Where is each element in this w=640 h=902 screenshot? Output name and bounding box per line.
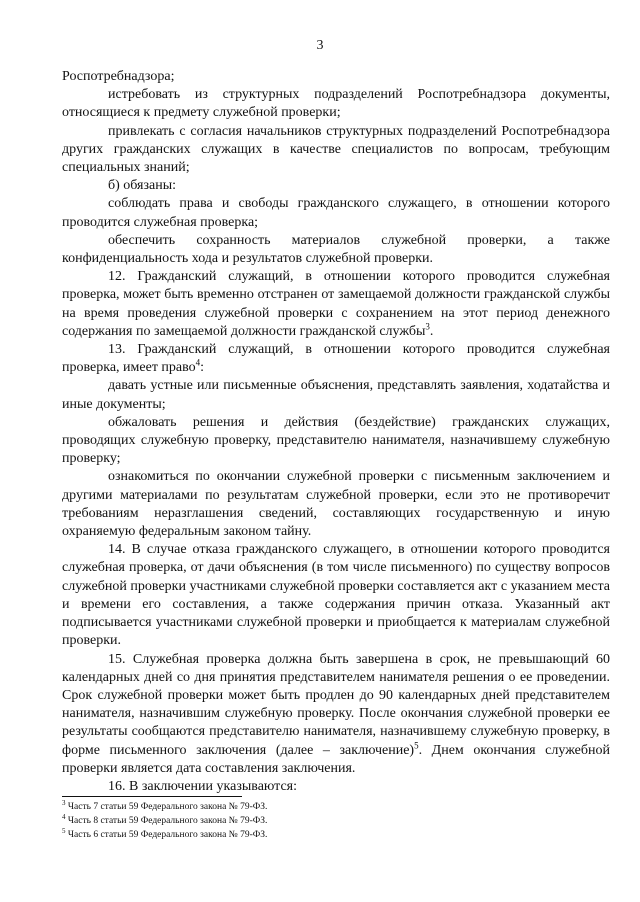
footnote: $^3$ Часть 7 статьи 59 Федерального закона № 79-ФЗ. (62, 798, 268, 812)
paragraph: ознакомиться по окончании служебной проверки с письменным заключением и другими материалами по результатам служебной проверки, если это не противоречит требованиям неразглашения сведений, составляющих государственную и иную охраняемую федеральным законом тайну. (62, 469, 610, 540)
footnote-ref: 3 (425, 321, 430, 332)
footnote: $^4$ Часть 8 статьи 59 Федерального закона № 79-ФЗ. (62, 812, 268, 826)
footnote-separator (62, 796, 242, 797)
footnotes (62, 800, 610, 842)
footnote-ref: 5 (414, 739, 419, 750)
paragraph: 13. Гражданский служащий, в отношении которого проводится служебная проверка, имеет право$^4$: (62, 342, 610, 376)
document-body (62, 68, 610, 796)
paragraph: 14. В случае отказа гражданского служащего, в отношении которого проводится служебная проверка, от дачи объяснения (в том числе письменного) по существу вопросов служебной проверки участниками служебной проверки составляется акт с указанием места и времени его составления, а также содержания причин отказа. Указанный акт подписывается участниками служебной проверки и приобщается к материалам служебной проверки. (62, 542, 610, 649)
paragraph: привлекать с согласия начальников структурных подразделений Роспотребнадзора других гражданских служащих в качестве специалистов по вопросам, требующим специальных знаний; (62, 123, 610, 176)
page-number: 3 (316, 38, 324, 53)
paragraph: обеспечить сохранность материалов служебной проверки, а также конфиденциальность хода и результатов служебной проверки. (62, 232, 610, 267)
paragraph: б) обязаны: (108, 178, 177, 194)
paragraph: истребовать из структурных подразделений Роспотребнадзора документы, относящиеся к предмету служебной проверки; (62, 87, 610, 121)
paragraph: 16. В заключении указываются: (108, 778, 298, 794)
paragraph: Роспотребнадзора; (62, 69, 175, 84)
paragraph: соблюдать права и свободы гражданского служащего, в отношении которого проводится служебная проверка; (62, 196, 610, 230)
paragraph: 12. Гражданский служащий, в отношении которого проводится служебная проверка, может быть временно отстранен от замещаемой должности гражданской службы на время проведения служебной проверки с сохранением на этот период денежного содержания по замещаемой должности гражданской службы$^3$. (62, 269, 610, 339)
footnote: $^5$ Часть 6 статьи 59 Федерального закона № 79-ФЗ. (62, 826, 268, 840)
paragraph: обжаловать решения и действия (бездействие) гражданских служащих, проводящих служебную проверку, представителю нанимателя, назначившему служебную проверку; (62, 414, 610, 467)
footnote-ref: 4 (195, 357, 201, 368)
paragraph: 15. Служебная проверка должна быть завершена в срок, не превышающий 60 календарных дней со дня принятия представителем нанимателя решения о ее проведении. Срок служебной проверки может быть продлен до 90 календарных дней представителем нанимателя, назначившим служебную проверку. После окончания служебной проверки ее результаты сообщаются представителю нанимателя, назначившему служебную проверку, в форме письменного заключения (далее – заключение)$^5$. Днем окончания служебной проверки является дата составления заключения. (62, 651, 610, 776)
paragraph: давать устные или письменные объяснения, представлять заявления, ходатайства и иные документы; (62, 378, 610, 412)
